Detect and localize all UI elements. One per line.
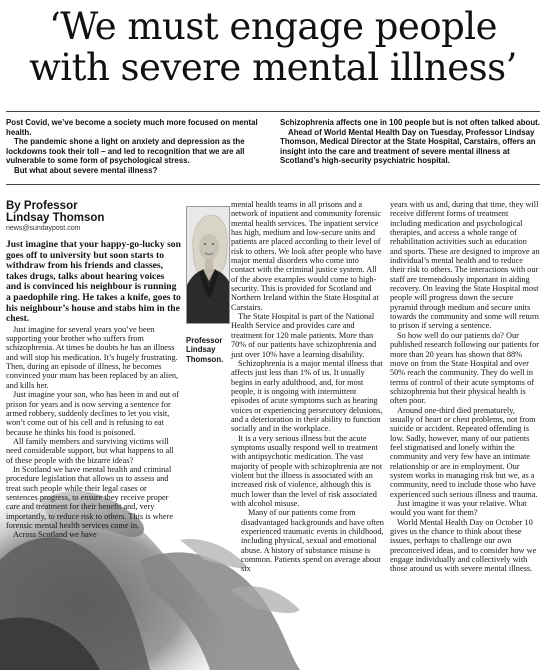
headline-line-1: ‘We must engage people xyxy=(48,5,498,48)
headline-line-2: with severe mental illness’ xyxy=(29,46,517,89)
paragraph: Schizophrenia is a major mental illness that affects just less than 1% of us. It usually begins in early adulthood, and, for most people, it is ongoing with intermittent episodes of acute symptoms such as hearing voices or experiencing persecutory delusions, and a deterioration in their ability to function socially and in the workplace. xyxy=(231,358,383,434)
standfirst-rule xyxy=(6,184,540,185)
paragraph: Just imagine it was your relative. What would you want for them? xyxy=(390,499,527,518)
intro-paragraph: Just imagine that your happy-go-lucky son goes off to university but soon starts to withdraw from his friends and classes, takes drugs, talks about hearing voices and is convinced his neighbour is running a paedophile ring. He takes a knife, goes to his neighbour’s house and stabs him in the chest. xyxy=(6,239,181,325)
article-column-3 xyxy=(390,200,540,574)
standfirst-right: Schizophrenia affects one in 100 people but is not often talked about. Ahead of World Mental Health Day on Tuesday, Professor Lindsay Thomson, Medical Director at the State Hospital, Carstairs, offers an insight into the care and treatment of severe mental illness at Scotland’s high-security psychiatric hospital. xyxy=(280,118,540,166)
byline-by: By Professor xyxy=(6,200,78,212)
paragraph: World Mental Health Day on October 10 gives us the chance to think about these issues, perhaps to challenge our own preconceived ideas, and to consider how we engage individually and collectively with those around us with severe mental illness. xyxy=(390,517,537,574)
paragraph: Just imagine for several years you’ve been supporting your brother who suffers from schizophrenia. At times he doubts he has an illness and will stop his medication. It’s hugely frustrating. Then, during an episode of illness, he becomes convinced your mum has been replaced by an alien, and kills her. xyxy=(6,324,179,390)
article-column-2 xyxy=(231,200,384,574)
byline xyxy=(6,200,181,234)
paragraph: Across Scotland we have xyxy=(13,530,97,540)
photo-caption: Professor Lindsay Thomson. xyxy=(186,336,224,364)
paragraph: The State Hospital is part of the National Health Service and provides care and treatment for 120 male patients. More than 70% of our patients have schizophrenia and just over 10% have a learning disability. xyxy=(231,312,377,359)
standfirst-left: Post Covid, we’ve become a society much more focused on mental health. The pandemic shone a light on anxiety and depression as the lockdowns took their toll – and led to recognition that we are all vulnerable to some form of psychological stress. But what about severe mental illness? xyxy=(6,118,258,175)
paragraph: Just imagine your son, who has been in and out of prison for years and is now serving a sentence for armed robbery, suddenly declines to let you visit, won’t come out of his cell and is refusing to eat because he thinks his food is poisoned. xyxy=(6,390,180,437)
author-photo xyxy=(186,206,230,324)
paragraph: So how well do our patients do? Our published research following our patients for more than 20 years has shown that 88% move on from the State Hospital and over 50% reach the community. They do well in terms of control of their acute symptoms of schizophrenia but their physical health is often poor. xyxy=(390,330,540,406)
headline-rule xyxy=(6,111,540,112)
byline-email[interactable]: news@sundaypost.com xyxy=(6,225,81,232)
paragraph: mental health teams in all prisons and a network of inpatient and community forensic mental health services. The inpatient service has high, medium and low-secure units and patients are placed according to their level of risk to others. We look after people who have major mental disorders who come into contact with the criminal justice system. All of the above examples would come to high-security. This is provided for Scotland and Northern Ireland within the State Hospital at Carstairs. xyxy=(231,200,382,312)
author-photo-wrap xyxy=(186,206,230,330)
paragraph: Around one-third died prematurely, usually of heart or chest problems, not from suicide or accident. Repeated offending is low. Sadly, however, many of our patients feel stigmatised and lonely within the community and very few have an intimate relationship or are in employment. Our system works in managing risk but we, as a community, need to include those who have experienced such serious illness and trauma. xyxy=(390,405,538,499)
paragraph: Many of our patients come from disadvantaged backgrounds and have often experienced traumatic events in childhood, including physical, sexual and emotional abuse. A history of substance misuse is common. Patients spend on average about six xyxy=(241,508,384,574)
paragraph: It is a very serious illness but the acute symptoms usually respond well to treatment with antipsychotic medication. The vast majority of people with schizophrenia are not violent but the illness is associated with an increased risk of violence, although this is much lower than the level of risk associated with alcohol misuse. xyxy=(231,433,383,508)
paragraph: All family members and surviving victims will need considerable support, but what happens to all of these people with the bizarre ideas? xyxy=(6,436,174,465)
article-column-1 xyxy=(6,240,182,540)
headline xyxy=(0,6,546,88)
byline-author: Lindsay Thomson xyxy=(6,212,105,224)
paragraph: years with us and, during that time, they will receive different forms of treatment including medication and psychological therapies, and access a whole range of rehabilitation activities such as education and sports. These are designed to improve an individual’s mental health and to reduce their risk to others. The interactions with our staff are tremendously important in aiding recovery. On leaving the State Hospital most people will progress down the secure pyramid through medium and secure units towards the community and some will return to prison if serving a sentence. xyxy=(390,200,540,331)
paragraph: In Scotland we have mental health and criminal procedure legislation that allows us to assess and treat such people while their legal cases or sentences progress, to ensure they receive proper care and treatment for their benefit and, very importantly, to reduce risk to others. This is where forensic mental health services come in. xyxy=(6,464,174,530)
